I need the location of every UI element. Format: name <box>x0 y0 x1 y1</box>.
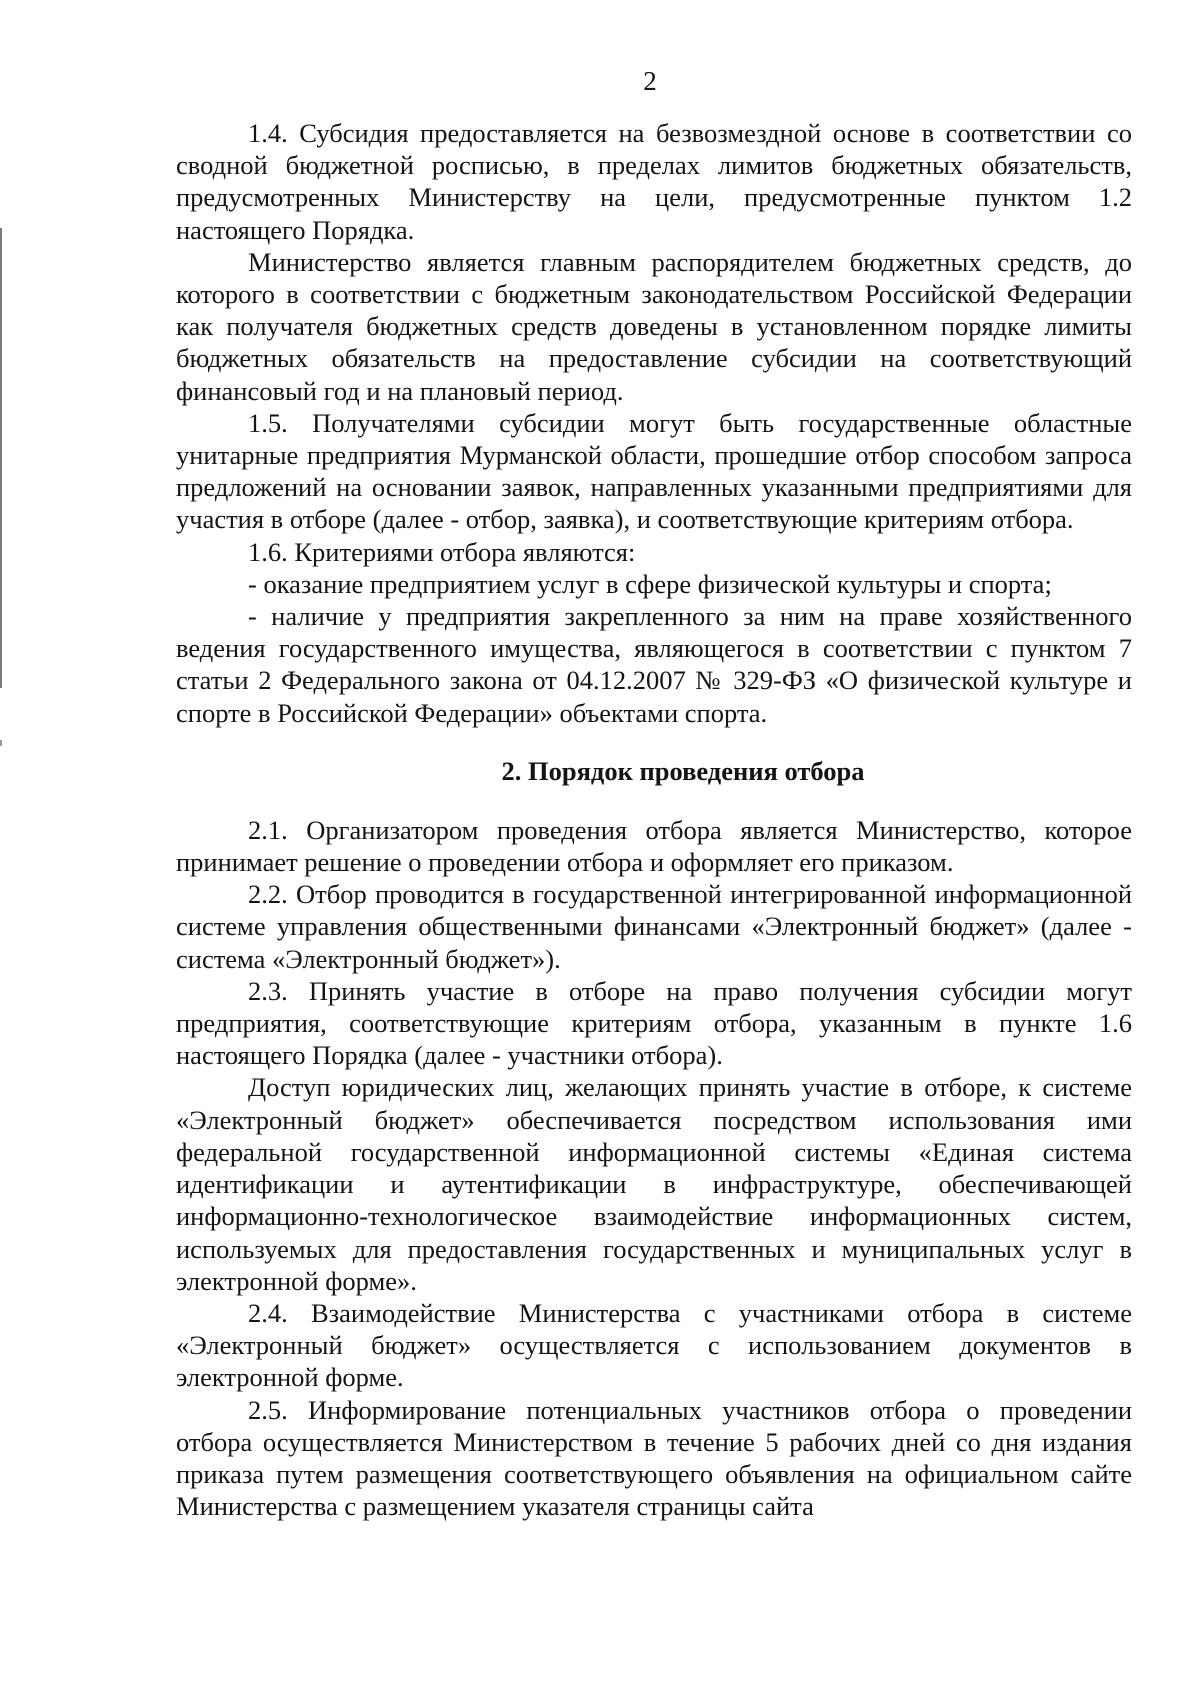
document-body <box>176 117 1132 1522</box>
section-2-heading: 2. Порядок проведения отбора <box>501 755 865 786</box>
page-number: 2 <box>643 66 657 96</box>
paragraph-2-1: 2.1. Организатором проведения отбора является Министерство, которое принимает решение о проведении отбора и оформляет его приказом. <box>176 814 1132 878</box>
criteria-item-1: - оказание предприятием услуг в сфере физической культуры и спорта; <box>248 568 1052 599</box>
paragraph-1-5: 1.5. Получателями субсидии могут быть государственные областные унитарные предприятия Мурманской области, прошедшие отбор способом запроса предложений на основании заявок, направленных указанными предприятиями для участия в отборе (далее - отбор, заявка), и соответствующие критериям отбора. <box>176 407 1132 535</box>
paragraph-access: Доступ юридических лиц, желающих принять участие в отборе, к системе «Электронный бюджет» обеспечивается посредством использования ими федеральной государственной информационной системы «Единая система идентификации и аутентификации в инфраструктуре, обеспечивающей информационно-технологическое взаимодействие информационных систем, используемых для предоставления государственных и муниципальных услуг в электронной форме». <box>176 1072 1132 1296</box>
scan-edge-shadow <box>0 228 2 688</box>
paragraph-ministry-role: Министерство является главным распорядителем бюджетных средств, до которого в соответствии с бюджетным законодательством Российской Федерации как получателя бюджетных средств доведены в установленном порядке лимиты бюджетных обязательств на предоставление субсидии на соответствующий финансовый год и на плановый период. <box>176 246 1132 406</box>
paragraph-1-6: 1.6. Критериями отбора являются: <box>248 536 636 567</box>
paragraph-2-3: 2.3. Принять участие в отборе на право получения субсидии могут предприятия, соответствующие критериям отбора, указанным в пункте 1.6 настоящего Порядка (далее - участники отбора). <box>176 975 1132 1071</box>
paragraph-2-4: 2.4. Взаимодействие Министерства с участниками отбора в системе «Электронный бюджет» осуществляется с использованием документов в электронной форме. <box>176 1297 1132 1393</box>
scan-edge-mark <box>0 740 2 746</box>
paragraph-2-2: 2.2. Отбор проводится в государственной интегрированной информационной системе управления общественными финансами «Электронный бюджет» (далее - система «Электронный бюджет»). <box>176 879 1132 974</box>
criteria-item-2: - наличие у предприятия закрепленного за ним на праве хозяйственного ведения государственного имущества, являющегося в соответствии с пунктом 7 статьи 2 Федерального закона от 04.12.2007 № 329-ФЗ «О физической культуре и спорте в Российской Федерации» объектами спорта. <box>176 601 1132 728</box>
paragraph-2-5: 2.5. Информирование потенциальных участников отбора о проведении отбора осуществляется Министерством в течение 5 рабочих дней со дня издания приказа путем размещения соответствующего объявления на официальном сайте Министерства с размещением указателя страницы сайта <box>176 1394 1132 1522</box>
paragraph-1-4: 1.4. Субсидия предоставляется на безвозмездной основе в соответствии со сводной бюджетной росписью, в пределах лимитов бюджетных обязательств, предусмотренных Министерству на цели, предусмотренные пунктом 1.2 настоящего Порядка. <box>176 118 1132 245</box>
